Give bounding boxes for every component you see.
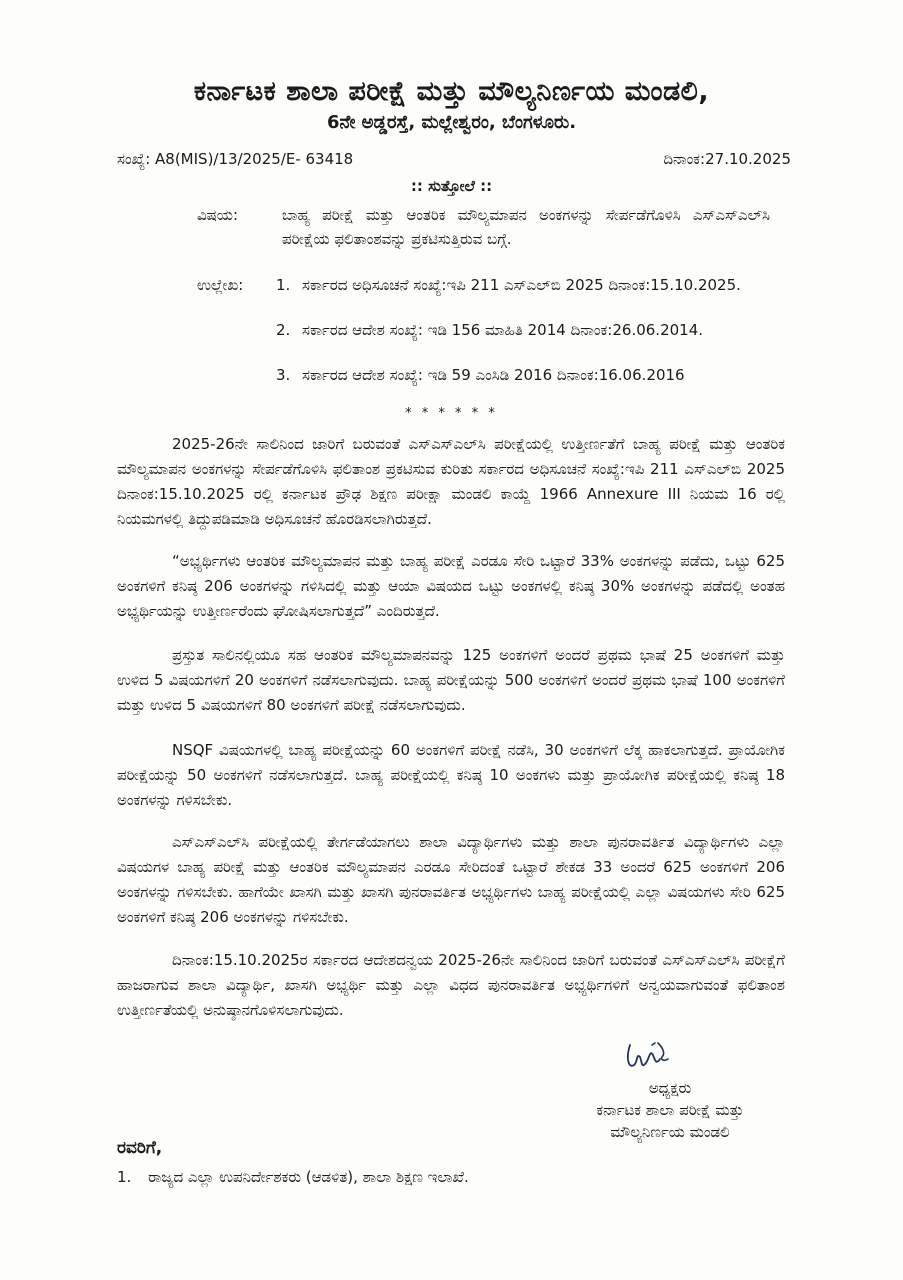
reference-item-text: ಸರ್ಕಾರದ ಅಧಿಸೂಚನೆ ಸಂಖ್ಯೆ:ಇಪಿ 211 ಎಸ್‌ಎಲ್‌ಬಿ 2025 ದಿನಾಂಕ:15.10.2025.: [302, 276, 741, 294]
body-paragraph: ದಿನಾಂಕ:15.10.2025ರ ಸರ್ಕಾರದ ಆದೇಶದನ್ವಯ 2025-26ನೇ ಸಾಲಿನಿಂದ ಜಾರಿಗೆ ಬರುವಂತೆ ಎಸ್‌ಎಸ್‌ಎಲ್‌ಸಿ ಪರೀಕ್ಷೆಗೆ ಹಾಜರಾಗುವ ಶಾಲಾ ವಿದ್ಯಾರ್ಥಿ, ಖಾಸಗಿ ಅಭ್ಯರ್ಥಿ ಮತ್ತು ಎಲ್ಲಾ ವಿಧದ ಪುನರಾವರ್ತಿತ ಅಭ್ಯರ್ಥಿಗಳಿಗೆ ಅನ್ವಯವಾಗುವಂತೆ ಫಲಿತಾಂಶ ಉತ್ತೀರ್ಣತೆಯಲ್ಲಿ ಅನುಷ್ಠಾನಗೊಳಿಸಲಾಗುವುದು.: [117, 951, 785, 1019]
subject-text: ಬಾಹ್ಯ ಪರೀಕ್ಷೆ ಮತ್ತು ಆಂತರಿಕ ಮೌಲ್ಯಮಾಪನ ಅಂಕಗಳನ್ನು ಸೇರ್ಪಡೆಗೊಳಿಸಿ ಎಸ್‌ಎಸ್‌ಎಲ್‌ಸಿ ಪರೀಕ್ಷೆಯ ಫಲಿತಾಂಶವನ್ನು ಪ್ರಕಟಿಸುತ್ತಿರುವ ಬಗ್ಗೆ.: [282, 206, 770, 248]
signatory-org-line: ಕರ್ನಾಟಕ ಶಾಲಾ ಪರೀಕ್ಷೆ ಮತ್ತು: [596, 1101, 744, 1119]
circular-heading: :: ಸುತ್ತೋಲೆ ::: [410, 177, 493, 195]
letter-date: ದಿನಾಂಕ:27.10.2025: [663, 150, 791, 168]
addressee-item-text: ರಾಜ್ಯದ ಎಲ್ಲಾ ಉಪನಿರ್ದೇಶಕರು (ಆಡಳಿತ), ಶಾಲಾ ಶಿಕ್ಷಣ ಇಲಾಖೆ.: [148, 1168, 469, 1186]
reference-item-number: 1.: [276, 276, 291, 294]
body-paragraph: 2025-26ನೇ ಸಾಲಿನಿಂದ ಜಾರಿಗೆ ಬರುವಂತೆ ಎಸ್‌ಎಸ್‌ಎಲ್‌ಸಿ ಪರೀಕ್ಷೆಯಲ್ಲಿ ಉತ್ತೀರ್ಣತೆಗೆ ಬಾಹ್ಯ ಪರೀಕ್ಷೆ ಮತ್ತು ಆಂತರಿಕ ಮೌಲ್ಯಮಾಪನ ಅಂಕಗಳನ್ನು ಸೇರ್ಪಡೆಗೊಳಿಸಿ ಫಲಿತಾಂಶ ಪ್ರಕಟಿಸುವ ಕುರಿತು ಸರ್ಕಾರದ ಅಧಿಸೂಚನೆ ಸಂಖ್ಯೆ:ಇಪಿ 211 ಎಸ್‌ಎಲ್‌ಬಿ 2025 ದಿನಾಂಕ:15.10.2025 ರಲ್ಲಿ ಕರ್ನಾಟಕ ಪ್ರೌಢ ಶಿಕ್ಷಣ ಪರೀಕ್ಷಾ ಮಂಡಲಿ ಕಾಯ್ದೆ 1966 Annexure III ನಿಯಮ 16 ರಲ್ಲಿ ನಿಯಮಗಳಲ್ಲಿ ತಿದ್ದುಪಡಿಮಾಡಿ ಅಧಿಸೂಚನೆ ಹೊರಡಿಸಲಾಗಿರುತ್ತದೆ.: [117, 435, 785, 528]
handwritten-signature: [622, 1035, 672, 1077]
addressee-item: [117, 1168, 469, 1186]
body-paragraph: ಎಸ್‌ಎಸ್‌ಎಲ್‌ಸಿ ಪರೀಕ್ಷೆಯಲ್ಲಿ ತೇರ್ಗಡೆಯಾಗಲು ಶಾಲಾ ವಿದ್ಯಾರ್ಥಿಗಳು ಮತ್ತು ಶಾಲಾ ಪುನರಾವರ್ತಿತ ವಿದ್ಯಾರ್ಥಿಗಳು ಎಲ್ಲಾ ವಿಷಯಗಳ ಬಾಹ್ಯ ಪರೀಕ್ಷೆ ಮತ್ತು ಆಂತರಿಕ ಮೌಲ್ಯಮಾಪನ ಎರಡೂ ಸೇರಿದಂತೆ ಒಟ್ಟಾರೆ ಶೇಕಡ 33 ಅಂದರೆ 625 ಅಂಕಗಳಿಗೆ 206 ಅಂಕಗಳನ್ನು ಗಳಿಸಬೇಕು. ಹಾಗೆಯೇ ಖಾಸಗಿ ಮತ್ತು ಖಾಸಗಿ ಪುನರಾವರ್ತಿತ ಅಭ್ಯರ್ಥಿಗಳು ಬಾಹ್ಯ ಪರೀಕ್ಷೆಯಲ್ಲಿ ಎಲ್ಲಾ ವಿಷಯಗಳು ಸೇರಿ 625 ಅಂಕಗಳಿಗೆ ಕನಿಷ್ಠ 206 ಅಂಕಗಳನ್ನು ಗಳಿಸಬೇಕು.: [117, 833, 785, 926]
references-label: ಉಲ್ಲೇಖ:: [197, 276, 244, 294]
body-paragraph: NSQF ವಿಷಯಗಳಲ್ಲಿ ಬಾಹ್ಯ ಪರೀಕ್ಷೆಯನ್ನು 60 ಅಂಕಗಳಿಗೆ ಪರೀಕ್ಷೆ ನಡೆಸಿ, 30 ಅಂಕಗಳಿಗೆ ಲೆಕ್ಕ ಹಾಕಲಾಗುತ್ತದೆ. ಪ್ರಾಯೋಗಿಕ ಪರೀಕ್ಷೆಯನ್ನು 50 ಅಂಕಗಳಿಗೆ ನಡೆಸಲಾಗುತ್ತದೆ. ಬಾಹ್ಯ ಪರೀಕ್ಷೆಯಲ್ಲಿ ಕನಿಷ್ಠ 10 ಅಂಕಗಳು ಮತ್ತು ಪ್ರಾಯೋಗಿಕ ಪರೀಕ್ಷೆಯಲ್ಲಿ ಕನಿಷ್ಠ 18 ಅಂಕಗಳನ್ನು ಗಳಿಸಬೇಕು.: [117, 741, 785, 809]
body-paragraph: ಪ್ರಸ್ತುತ ಸಾಲಿನಲ್ಲಿಯೂ ಸಹ ಆಂತರಿಕ ಮೌಲ್ಯಮಾಪನವನ್ನು 125 ಅಂಕಗಳಿಗೆ ಅಂದರೆ ಪ್ರಥಮ ಭಾಷೆ 25 ಅಂಕಗಳಿಗೆ ಮತ್ತು ಉಳಿದ 5 ವಿಷಯಗಳಿಗೆ 20 ಅಂಕಗಳಿಗೆ ನಡೆಸಲಾಗುವುದು. ಬಾಹ್ಯ ಪರೀಕ್ಷೆಯನ್ನು 500 ಅಂಕಗಳಿಗೆ ಅಂದರೆ ಪ್ರಥಮ ಭಾಷೆ 100 ಅಂಕಗಳಿಗೆ ಮತ್ತು ಉಳಿದ 5 ವಿಷಯಗಳಿಗೆ 80 ಅಂಕಗಳಿಗೆ ಪರೀಕ್ಷೆ ನಡೆಸಲಾಗುವುದು.: [117, 646, 785, 714]
separator-stars: * * * * * *: [405, 406, 498, 421]
reference-item-text: ಸರ್ಕಾರದ ಆದೇಶ ಸಂಖ್ಯೆ: ಇಡಿ 59 ಎಂಸಿಡಿ 2016 ದಿನಾಂಕ:16.06.2016: [302, 366, 685, 384]
body-paragraph: “ಅಭ್ಯರ್ಥಿಗಳು ಆಂತರಿಕ ಮೌಲ್ಯಮಾಪನ ಮತ್ತು ಬಾಹ್ಯ ಪರೀಕ್ಷೆ ಎರಡೂ ಸೇರಿ ಒಟ್ಟಾರೆ 33% ಅಂಕಗಳನ್ನು ಪಡೆದು, ಒಟ್ಟು 625 ಅಂಕಗಳಿಗೆ ಕನಿಷ್ಠ 206 ಅಂಕಗಳನ್ನು ಗಳಿಸಿದಲ್ಲಿ ಮತ್ತು ಆಯಾ ವಿಷಯದ ಒಟ್ಟು ಅಂಕಗಳಲ್ಲಿ ಕನಿಷ್ಠ 30% ಅಂಕಗಳನ್ನು ಪಡೆದಲ್ಲಿ ಅಂತಹ ಅಭ್ಯರ್ಥಿಯನ್ನು ಉತ್ತೀರ್ಣರೆಂದು ಘೋಷಿಸಲಾಗುತ್ತದೆ” ಎಂದಿರುತ್ತದೆ.: [117, 552, 785, 620]
reference-item-number: 2.: [276, 321, 291, 339]
signatory-org-line: ಮೌಲ್ಯನಿರ್ಣಯ ಮಂಡಲಿ: [610, 1123, 730, 1141]
reference-item-number: 3.: [276, 366, 291, 384]
reference-item-text: ಸರ್ಕಾರದ ಆದೇಶ ಸಂಖ್ಯೆ: ಇಡಿ 156 ಮಾಹಿತಿ 2014 ದಿನಾಂಕ:26.06.2014.: [302, 321, 704, 339]
addressee-label: ರವರಿಗೆ,: [117, 1138, 163, 1158]
subject-label: ವಿಷಯ:: [197, 206, 238, 224]
org-address: 6ನೇ ಅಡ್ಡರಸ್ತೆ, ಮಲ್ಲೇಶ್ವರಂ, ಬೆಂಗಳೂರು.: [326, 112, 577, 133]
signatory-title: ಅಧ್ಯಕ್ಷರು: [648, 1079, 692, 1097]
addressee-item-number: 1.: [117, 1168, 132, 1186]
org-title: ಕರ್ನಾಟಕ ಶಾಲಾ ಪರೀಕ್ಷೆ ಮತ್ತು ಮೌಲ್ಯನಿರ್ಣಯ ಮಂಡಲಿ,: [193, 76, 710, 107]
reference-number: ಸಂಖ್ಯೆ: A8(MIS)/13/2025/E- 63418: [117, 150, 354, 168]
